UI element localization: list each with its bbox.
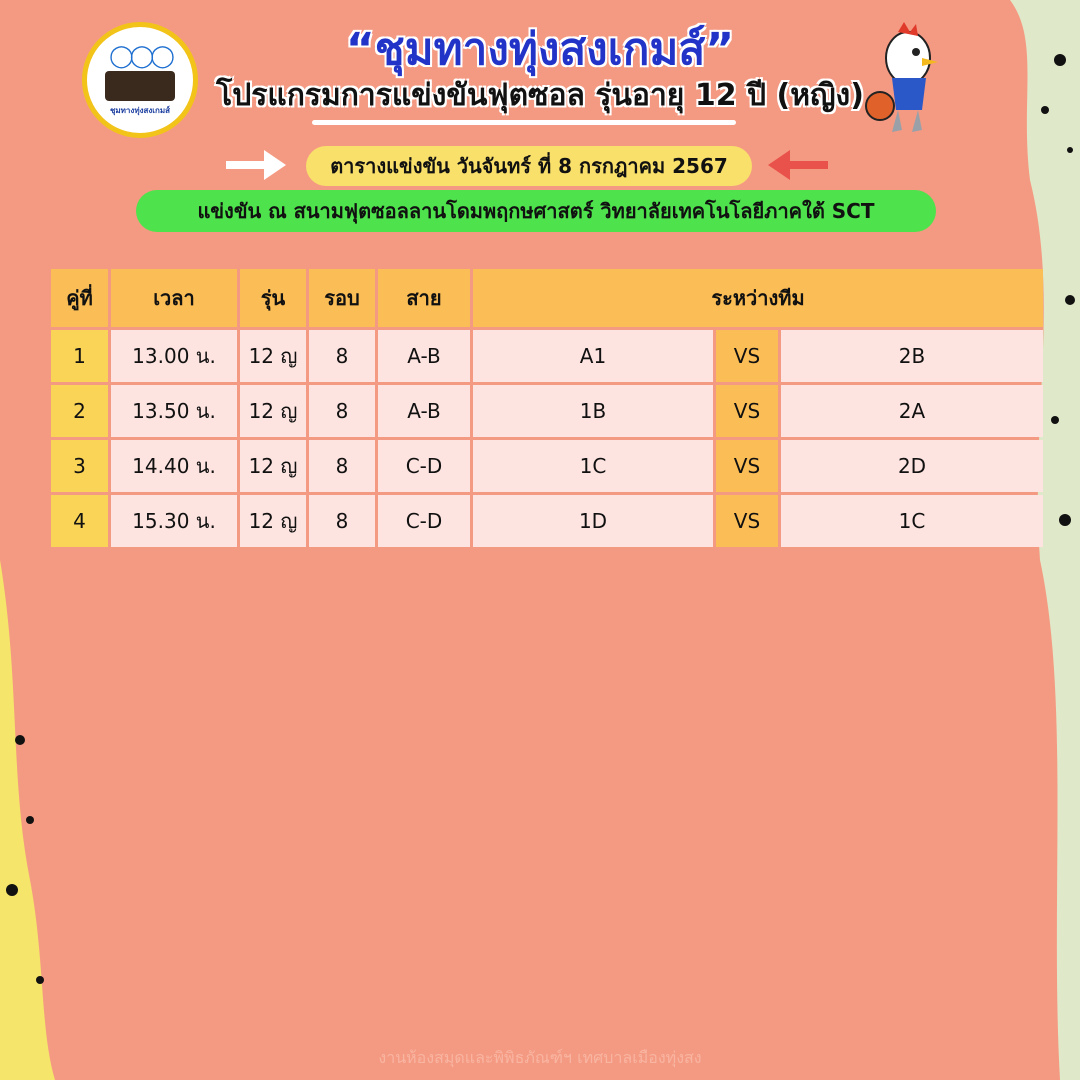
col-header-time: เวลา <box>111 269 237 327</box>
match-no: 4 <box>51 495 108 547</box>
vs-label: VS <box>716 440 778 492</box>
table-header-row <box>51 269 1043 327</box>
arrow-left-icon <box>766 148 830 182</box>
table-row <box>51 330 1043 382</box>
col-header-teams: ระหว่างทีม <box>473 269 1043 327</box>
table-row <box>51 495 1043 547</box>
match-class: 12 ญ <box>240 330 306 382</box>
footer-credit: งานห้องสมุดและพิพิธภัณฑ์ฯ เทศบาลเมืองทุ่งสง <box>378 1048 702 1067</box>
match-class: 12 ญ <box>240 385 306 437</box>
team-home: 1C <box>473 440 713 492</box>
vs-label: VS <box>716 495 778 547</box>
team-away: 2D <box>781 440 1043 492</box>
vs-label: VS <box>716 385 778 437</box>
title-underline <box>312 120 736 125</box>
page-subtitle: โปรแกรมการแข่งขันฟุตซอล รุ่นอายุ 12 ปี (หญิง) <box>216 78 864 113</box>
col-header-class: รุ่น <box>240 269 306 327</box>
venue-label: แข่งขัน ณ สนามฟุตซอลลานโดมพฤกษศาสตร์ วิทยาลัยเทคโนโลยีภาคใต้ SCT <box>136 190 936 232</box>
match-class: 12 ญ <box>240 495 306 547</box>
table-row <box>51 440 1043 492</box>
arrow-right-icon <box>224 148 288 182</box>
match-round: 8 <box>309 385 375 437</box>
col-header-group: สาย <box>378 269 470 327</box>
match-no: 2 <box>51 385 108 437</box>
match-time: 13.50 น. <box>111 385 237 437</box>
match-class: 12 ญ <box>240 440 306 492</box>
team-away: 1C <box>781 495 1043 547</box>
team-home: 1D <box>473 495 713 547</box>
team-home: 1B <box>473 385 713 437</box>
olympic-rings-icon: ◯◯◯ <box>109 43 171 69</box>
match-group: C-D <box>378 495 470 547</box>
match-group: A-B <box>378 385 470 437</box>
match-group: C-D <box>378 440 470 492</box>
decorative-left-strip <box>0 560 60 1080</box>
team-away: 2A <box>781 385 1043 437</box>
match-group: A-B <box>378 330 470 382</box>
col-header-round: รอบ <box>309 269 375 327</box>
match-no: 1 <box>51 330 108 382</box>
match-round: 8 <box>309 495 375 547</box>
vs-label: VS <box>716 330 778 382</box>
match-time: 15.30 น. <box>111 495 237 547</box>
col-header-match-no: คู่ที่ <box>51 269 108 327</box>
team-home: A1 <box>473 330 713 382</box>
match-round: 8 <box>309 440 375 492</box>
logo-text: ชุมทางทุ่งสงเกมส์ <box>109 105 171 115</box>
match-time: 13.00 น. <box>111 330 237 382</box>
match-time: 14.40 น. <box>111 440 237 492</box>
team-away: 2B <box>781 330 1043 382</box>
match-schedule-table <box>48 266 1046 550</box>
match-no: 3 <box>51 440 108 492</box>
match-round: 8 <box>309 330 375 382</box>
table-row <box>51 385 1043 437</box>
page-title: “ชุมทางทุ่งสงเกมส์” <box>345 24 735 75</box>
schedule-date: ตารางแข่งขัน วันจันทร์ ที่ 8 กรกฎาคม 2567 <box>306 146 752 186</box>
